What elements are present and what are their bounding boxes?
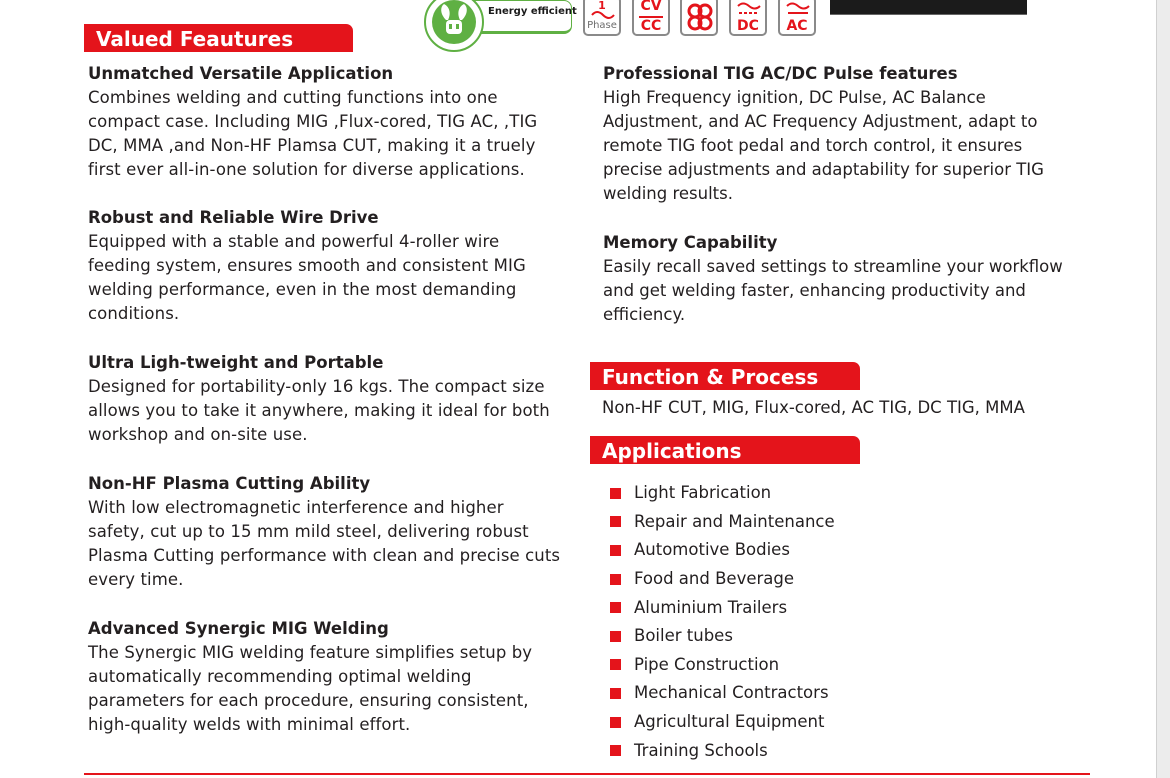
list-item [610, 565, 835, 594]
square-bullet-icon [610, 602, 621, 613]
feature-line: remote TIG foot pedal and torch control, it ensures [603, 136, 1023, 155]
application-label: Aluminium Trailers [634, 597, 788, 617]
feature-title: Advanced Synergic MIG Welding [88, 619, 389, 638]
application-label: Food and Beverage [634, 569, 795, 589]
applications-heading: Applications [590, 436, 860, 464]
application-label: Light Fabrication [634, 483, 772, 503]
feature-title: Memory Capability [603, 233, 778, 252]
feature-line: feeding system, ensures smooth and consistent MIG [88, 256, 526, 275]
phase-label: Phase [587, 20, 617, 31]
list-item [610, 536, 835, 565]
feature-description [88, 496, 560, 592]
feature-line: DC, MMA ,and Non-HF Plamsa CUT, making it a truely [88, 136, 536, 155]
spool-icon [680, 0, 718, 36]
square-bullet-icon [610, 717, 621, 728]
application-label: Mechanical Contractors [634, 683, 829, 703]
dc-tig-icon [729, 0, 767, 36]
feature-line: and get welding faster, enhancing productivity and [603, 281, 1026, 300]
feature-line: Combines welding and cutting functions into one [88, 88, 498, 107]
machine-photo-edge [830, 0, 1027, 15]
bottom-divider [84, 773, 1090, 775]
feature-line: welding performance, even in the most demanding [88, 280, 517, 299]
feature-line: The Synergic MIG welding feature simplifies setup by [88, 643, 533, 662]
feature-description [88, 641, 532, 737]
feature-title: Robust and Reliable Wire Drive [88, 208, 379, 227]
feature-line: first ever all-in-one solution for diverse applications. [88, 160, 525, 179]
cv-cc-icon [632, 0, 670, 36]
feature-title: Unmatched Versatile Application [88, 64, 394, 83]
application-label: Agricultural Equipment [634, 712, 825, 732]
feature-line: parameters for each procedure, ensuring consistent, [88, 691, 529, 710]
feature-line: precise adjustments and adaptability for superior TIG [603, 160, 1044, 179]
feature-line: welding results. [603, 184, 733, 203]
ac-tig-icon [778, 0, 816, 36]
feature-title: Professional TIG AC/DC Pulse features [603, 64, 958, 83]
square-bullet-icon [610, 574, 621, 585]
feature-description [88, 375, 550, 447]
feature-line: every time. [88, 570, 184, 589]
feature-line: safety, cut up to 15 mm mild steel, delivering robust [88, 522, 529, 541]
feature-line: Designed for portability-only 16 kgs. The compact size [88, 377, 545, 396]
feature-line: efficiency. [603, 305, 686, 324]
energy-efficient-badge [424, 0, 577, 44]
list-item [610, 736, 835, 765]
list-item [610, 679, 835, 708]
feature-description [603, 86, 1044, 206]
feature-wire-drive [88, 206, 526, 326]
feature-title: Non-HF Plasma Cutting Ability [88, 474, 371, 493]
cv-label: CV [640, 0, 662, 14]
application-label: Boiler tubes [634, 626, 733, 646]
square-bullet-icon [610, 545, 621, 556]
feature-line: High Frequency ignition, DC Pulse, AC Balance [603, 88, 986, 107]
feature-line: With low electromagnetic interference and higher [88, 498, 504, 517]
list-item [610, 593, 835, 622]
dc-label: DC [737, 18, 759, 34]
feature-plasma-cutting [88, 472, 560, 592]
feature-line: workshop and on-site use. [88, 425, 308, 444]
feature-line: conditions. [88, 304, 180, 323]
list-item [610, 479, 835, 508]
square-bullet-icon [610, 688, 621, 699]
list-item [610, 508, 835, 537]
function-process-heading: Function & Process [590, 362, 860, 390]
application-label: Repair and Maintenance [634, 511, 835, 531]
list-item [610, 708, 835, 737]
application-label: Training Schools [634, 740, 768, 760]
feature-versatile-application [88, 62, 537, 182]
feature-line: high-quality welds with minimal effort. [88, 715, 411, 734]
feature-line: Easily recall saved settings to streamline your workflow [603, 257, 1063, 276]
feature-line: automatically recommending optimal welding [88, 667, 472, 686]
feature-memory [603, 231, 1063, 327]
feature-title: Ultra Ligh-tweight and Portable [88, 353, 384, 372]
single-phase-icon [583, 0, 621, 36]
leaf-plug-icon [424, 0, 484, 52]
cc-label: CC [640, 18, 662, 34]
application-label: Pipe Construction [634, 654, 780, 674]
feature-description [603, 255, 1063, 327]
valued-features-heading: Valued Feautures [84, 24, 353, 52]
phase-number: 1 [598, 0, 606, 12]
feature-line: compact case. Including MIG ,Flux-cored, TIG AC, ,TIG [88, 112, 538, 131]
feature-line: Equipped with a stable and powerful 4-roller wire [88, 232, 500, 251]
square-bullet-icon [610, 745, 621, 756]
list-item [610, 622, 835, 651]
page-edge [1156, 0, 1170, 778]
feature-tig-pulse [603, 62, 1044, 206]
square-bullet-icon [610, 516, 621, 527]
ac-label: AC [786, 18, 808, 34]
feature-description [88, 230, 526, 326]
feature-line: Adjustment, and AC Frequency Adjustment, adapt to [603, 112, 1038, 131]
function-process-text: Non-HF CUT, MIG, Flux-cored, AC TIG, DC TIG, MMA [602, 398, 1025, 417]
square-bullet-icon [610, 631, 621, 642]
application-label: Automotive Bodies [634, 540, 790, 560]
square-bullet-icon [610, 488, 621, 499]
square-bullet-icon [610, 659, 621, 670]
feature-lightweight-portable [88, 351, 550, 447]
applications-list [610, 479, 835, 765]
feature-description [88, 86, 537, 182]
energy-efficient-label: Energy efficient [488, 6, 577, 17]
feature-line: allows you to take it anywhere, making it ideal for both [88, 401, 550, 420]
feature-synergic-mig [88, 617, 532, 737]
list-item [610, 651, 835, 680]
feature-line: Plasma Cutting performance with clean and precise cuts [88, 546, 561, 565]
